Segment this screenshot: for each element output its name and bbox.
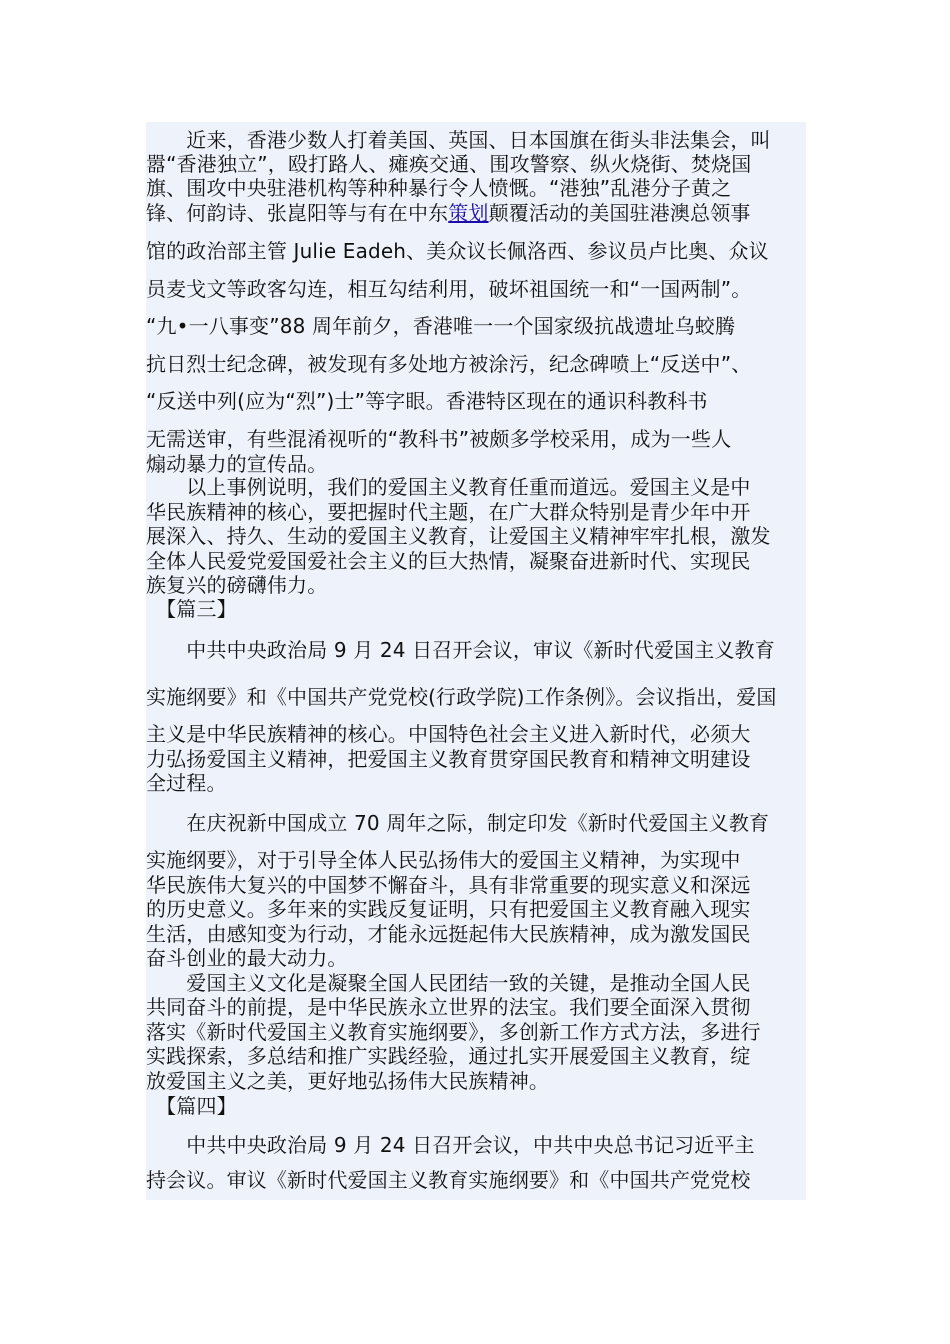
text-line: 以上事例说明，我们的爱国主义教育任重而道远。爱国主义是中 bbox=[146, 475, 751, 499]
text-line: 煽动暴力的宣传品。 bbox=[146, 452, 328, 476]
article-body bbox=[146, 122, 806, 1200]
text-line: 中共中央政治局 9 月 24 日召开会议，中共中央总书记习近平主 bbox=[146, 1133, 755, 1157]
text-line: “反送中列(应为“烈”)士”等字眼。香港特区现在的通识科教科书 bbox=[146, 389, 708, 413]
text-line: 实施纲要》，对于引导全体人民弘扬伟大的爱国主义精神，为实现中 bbox=[146, 848, 741, 872]
text-line: 放爱国主义之美，更好地弘扬伟大民族精神。 bbox=[146, 1069, 549, 1093]
text-line: 全体人民爱党爱国爱社会主义的巨大热情，凝聚奋进新时代、实现民 bbox=[146, 549, 751, 573]
text-line: 爱国主义文化是凝聚全国人民团结一致的关键，是推动全国人民 bbox=[146, 971, 751, 995]
link-cehua[interactable]: 策划 bbox=[448, 201, 489, 225]
text-line: 华民族精神的核心，要把握时代主题，在广大群众特别是青少年中开 bbox=[146, 500, 751, 524]
text-line: 实施纲要》和《中国共产党党校(行政学院)工作条例》。会议指出，爱国 bbox=[146, 685, 777, 709]
text-line: 力弘扬爱国主义精神，把爱国主义教育贯穿国民教育和精神文明建设 bbox=[146, 747, 751, 771]
text-segment: 颠覆活动的美国驻港澳总领事 bbox=[488, 201, 751, 225]
text-line: 华民族伟大复兴的中国梦不懈奋斗，具有非常重要的现实意义和深远 bbox=[146, 873, 751, 897]
text-line: 中共中央政治局 9 月 24 日召开会议，审议《新时代爱国主义教育 bbox=[146, 638, 775, 662]
text-line: 抗日烈士纪念碑，被发现有多处地方被涂污，纪念碑喷上“反送中”、 bbox=[146, 352, 752, 376]
section-heading-pian-san: 【篇三】 bbox=[146, 597, 237, 621]
text-line: 奋斗创业的最大动力。 bbox=[146, 946, 348, 970]
text-line: 旗、围攻中央驻港机构等种种暴行令人愤慨。“港独”乱港分子黄之 bbox=[146, 176, 732, 200]
text-line: 持会议。审议《新时代爱国主义教育实施纲要》和《中国共产党党校 bbox=[146, 1168, 751, 1192]
text-segment: 锋、何韵诗、张崑阳等与有在中东 bbox=[146, 201, 449, 225]
text-line: 生活，由感知变为行动，才能永远挺起伟大民族精神，成为激发国民 bbox=[146, 922, 751, 946]
text-line: 展深入、持久、生动的爱国主义教育，让爱国主义精神牢牢扎根，激发 bbox=[146, 524, 771, 548]
section-heading-pian-si: 【篇四】 bbox=[146, 1094, 237, 1118]
text-line: 近来，香港少数人打着美国、英国、日本国旗在街头非法集会，叫 bbox=[146, 128, 771, 152]
text-line: 员麦戈文等政客勾连，相互勾结利用，破坏祖国统一和“一国两制”。 bbox=[146, 277, 752, 301]
text-line: 落实《新时代爱国主义教育实施纲要》，多创新工作方式方法，多进行 bbox=[146, 1020, 761, 1044]
text-line: 主义是中华民族精神的核心。中国特色社会主义进入新时代，必须大 bbox=[146, 722, 751, 746]
text-line: 在庆祝新中国成立 70 周年之际，制定印发《新时代爱国主义教育 bbox=[146, 811, 770, 835]
text-line: 嚣“香港独立”，殴打路人、瘫痪交通、围攻警察、纵火烧街、焚烧国 bbox=[146, 152, 752, 176]
text-line: 实践探索，多总结和推广实践经验，通过扎实开展爱国主义教育，绽 bbox=[146, 1044, 751, 1068]
text-line: 共同奋斗的前提，是中华民族永立世界的法宝。我们要全面深入贯彻 bbox=[146, 995, 751, 1019]
text-line: 的历史意义。多年来的实践反复证明，只有把爱国主义教育融入现实 bbox=[146, 897, 751, 921]
text-line: 全过程。 bbox=[146, 771, 227, 795]
text-line: 馆的政治部主管 Julie Eadeh、美众议长佩洛西、参议员卢比奥、众议 bbox=[146, 239, 769, 263]
text-line-with-link bbox=[146, 201, 751, 225]
text-line: 无需送审，有些混淆视听的“教科书”被颇多学校采用，成为一些人 bbox=[146, 427, 732, 451]
text-line: “九•一八事变”88 周年前夕，香港唯一一个国家级抗战遗址乌蛟腾 bbox=[146, 314, 736, 338]
text-line: 族复兴的磅礴伟力。 bbox=[146, 573, 328, 597]
